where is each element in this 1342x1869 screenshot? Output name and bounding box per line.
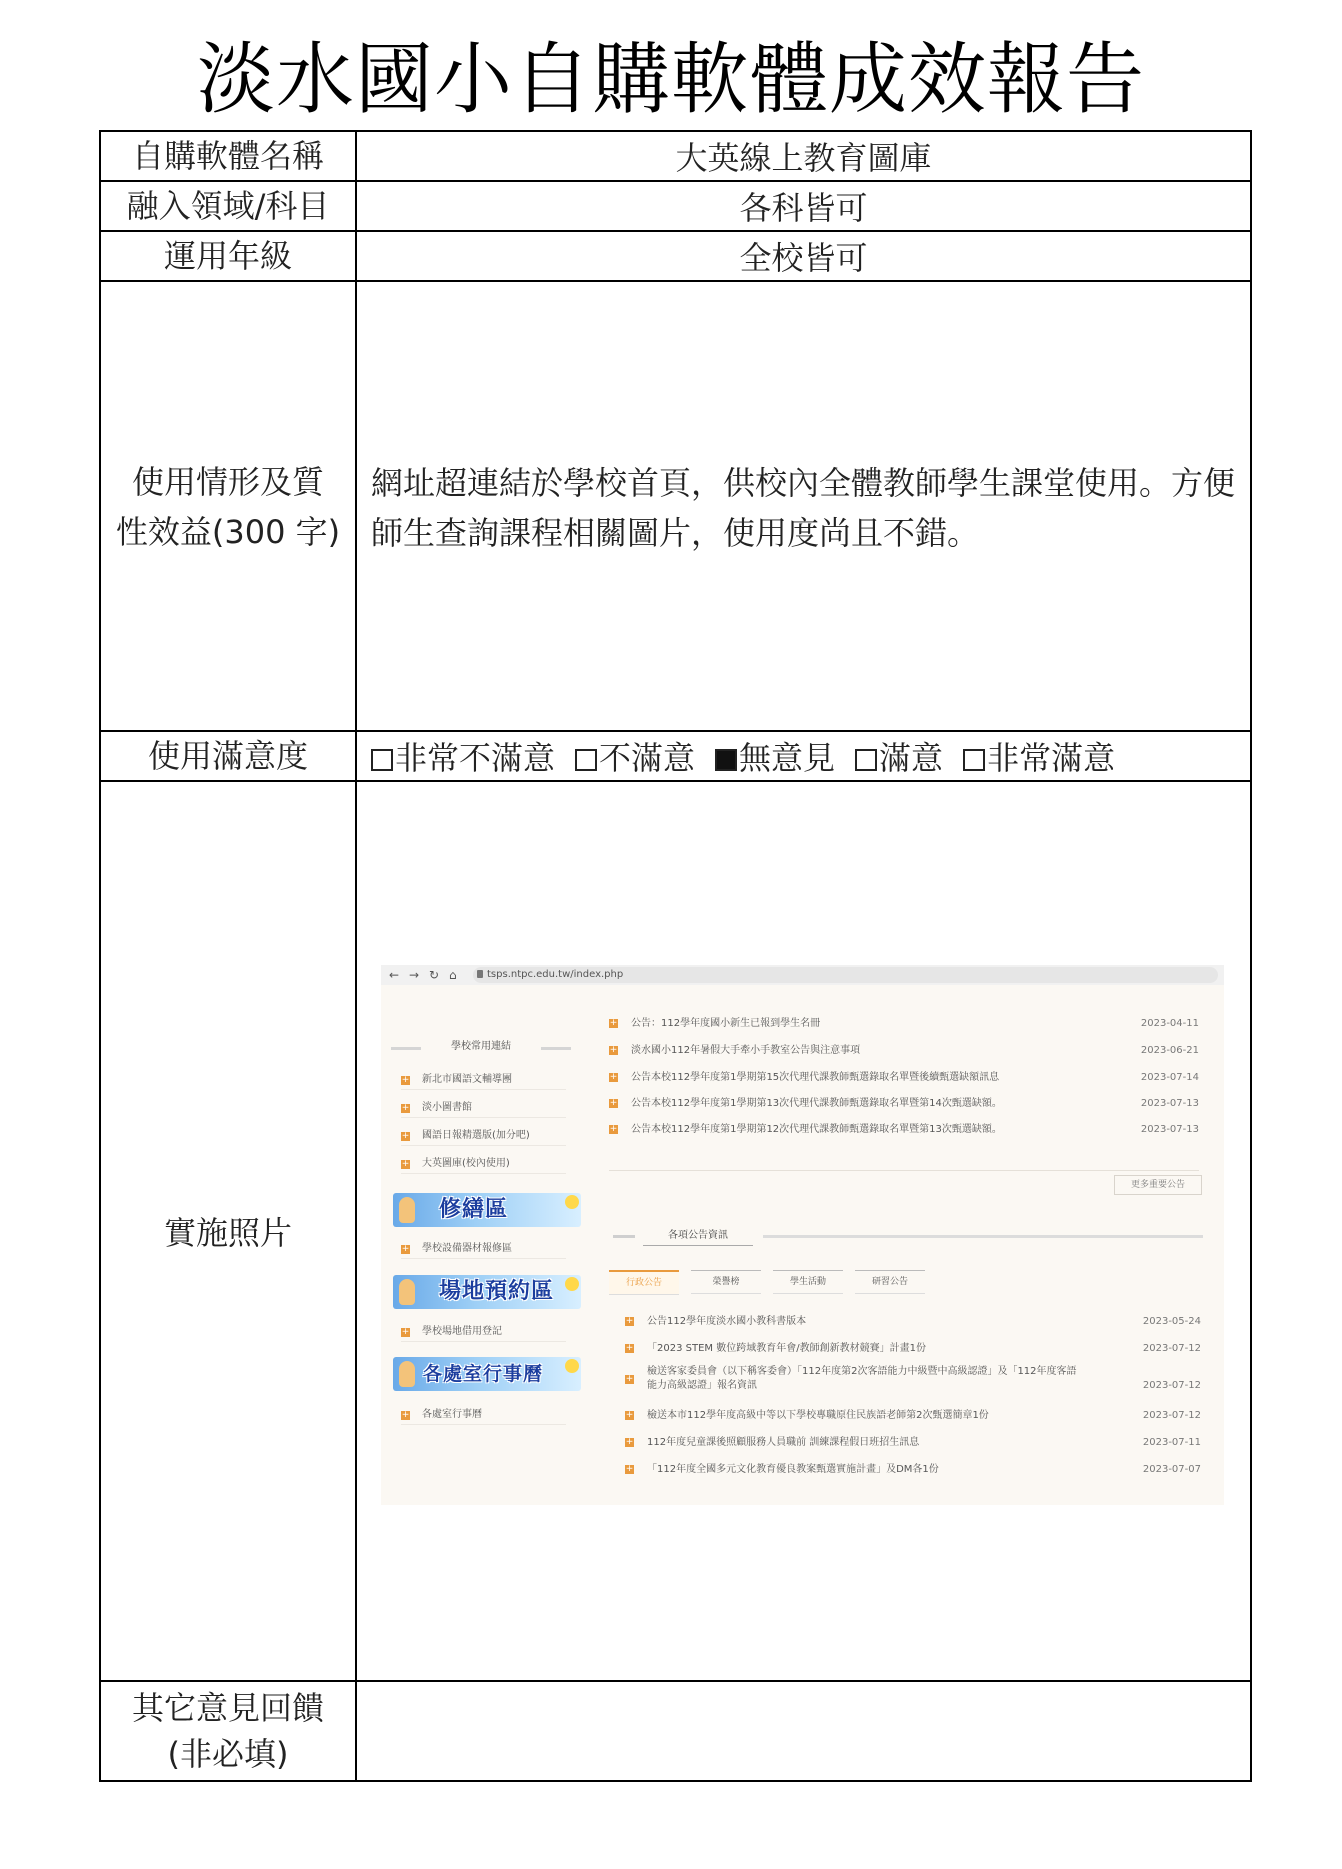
announcement-date: 2023-07-11 <box>1142 1437 1201 1448</box>
admin-announcement[interactable] <box>625 1340 1201 1358</box>
tab-honor[interactable]: 榮譽榜 <box>691 1270 761 1294</box>
plus-icon: + <box>625 1374 634 1384</box>
announcement-title: 公告112學年度淡水國小教科書版本 <box>647 1316 807 1327</box>
domain-label: 融入領域/科目 <box>100 181 356 231</box>
usage-label <box>100 281 356 731</box>
satisfaction-option-label: 不滿意 <box>599 739 696 777</box>
admin-announcement[interactable] <box>625 1434 1201 1452</box>
plus-icon: + <box>609 1098 618 1108</box>
tab-training[interactable]: 研習公告 <box>855 1270 925 1294</box>
admin-announcement[interactable] <box>625 1407 1201 1425</box>
important-announcement[interactable] <box>609 1069 1199 1087</box>
address-bar[interactable] <box>473 967 1218 983</box>
website-screenshot <box>381 965 1224 1505</box>
announcement-title: 公告：112學年度國小新生已報到學生名冊 <box>631 1018 821 1029</box>
checkbox-icon[interactable] <box>963 749 985 771</box>
left-sidebar <box>381 985 581 1505</box>
important-announcement[interactable] <box>609 1121 1199 1139</box>
venue-banner[interactable] <box>393 1275 581 1309</box>
row-feedback <box>100 1681 1251 1781</box>
software-name-label: 自購軟體名稱 <box>100 131 356 181</box>
document-title: 淡水國小自購軟體成效報告 <box>196 35 1145 125</box>
sun-icon <box>565 1277 579 1291</box>
left-link[interactable] <box>401 1127 566 1146</box>
announcement-title: 檢送客家委員會（以下稱客委會）「112年度第2次客語能力中級暨中高級認證」及「112年度客語能力高級認證」報名資訊 <box>647 1366 1077 1391</box>
feedback-label-line1: 其它意見回饋 <box>131 1689 324 1727</box>
announcement-title: 檢送本市112學年度高級中等以下學校專職原住民族語老師第2次甄選簡章1份 <box>647 1410 989 1421</box>
browser-toolbar <box>381 965 1224 985</box>
divider <box>609 1170 1199 1171</box>
left-link[interactable] <box>401 1071 566 1090</box>
left-link-label: 新北市國語文輔導團 <box>422 1074 512 1085</box>
feedback-label <box>100 1681 356 1781</box>
announcement-title: 公告本校112學年度第1學期第15次代理代課教師甄選錄取名單暨後續甄選缺額訊息 <box>631 1072 1000 1083</box>
usage-value: 網址超連結於學校首頁，供校內全體教師學生課堂使用。方便師生查詢課程相關圖片，使用度尚且不錯。 <box>371 464 1236 552</box>
announcement-title: 112年度兒童課後照顧服務人員職前 訓練課程假日班招生訊息 <box>647 1437 920 1448</box>
satisfaction-option[interactable] <box>963 739 1115 777</box>
url-text: tsps.ntpc.edu.tw/index.php <box>487 969 624 980</box>
left-link[interactable] <box>401 1099 566 1118</box>
repair-link-label: 學校設備器材報修區 <box>422 1243 512 1254</box>
plus-icon: + <box>401 1131 410 1141</box>
satisfaction-option[interactable] <box>855 739 943 777</box>
plus-icon: + <box>401 1103 410 1113</box>
plus-icon: + <box>625 1410 634 1420</box>
left-link-label: 大英圖庫(校內使用) <box>422 1158 510 1169</box>
feedback-label-line2: (非必填) <box>167 1735 289 1773</box>
satisfaction-option[interactable] <box>575 739 695 777</box>
row-photo <box>100 781 1251 1681</box>
reload-icon[interactable]: ↻ <box>429 968 440 982</box>
satisfaction-option-label: 滿意 <box>879 739 944 777</box>
common-links-heading: 學校常用連結 <box>391 1037 571 1057</box>
row-software-name <box>100 131 1251 181</box>
announcement-date: 2023-07-12 <box>1142 1343 1201 1354</box>
photo-label-cell <box>100 781 356 1681</box>
plus-icon: + <box>625 1343 634 1353</box>
venue-link[interactable] <box>401 1323 566 1342</box>
kid-illustration <box>399 1361 415 1387</box>
announcement-date: 2023-07-13 <box>1140 1124 1199 1135</box>
satisfaction-option-label: 非常不滿意 <box>395 739 556 777</box>
left-link-label: 國語日報精選版(加分吧) <box>422 1130 530 1141</box>
tab-admin[interactable]: 行政公告 <box>609 1270 679 1295</box>
announcement-date: 2023-07-07 <box>1142 1464 1201 1475</box>
satisfaction-option-label: 非常滿意 <box>987 739 1116 777</box>
satisfaction-option[interactable] <box>371 739 555 777</box>
admin-announcement[interactable] <box>625 1363 1201 1399</box>
photo-cell <box>356 781 1251 1681</box>
forward-icon[interactable]: → <box>409 968 420 982</box>
satisfaction-label: 使用滿意度 <box>100 731 356 781</box>
admin-announcement[interactable] <box>625 1461 1201 1479</box>
home-icon[interactable]: ⌂ <box>449 968 457 982</box>
more-announcements-button[interactable]: 更多重要公告 <box>1114 1175 1202 1195</box>
plus-icon: + <box>609 1124 618 1134</box>
important-announcement[interactable] <box>609 1015 1199 1033</box>
usage-value-cell <box>356 281 1251 731</box>
announcement-title: 公告本校112學年度第1學期第12次代理代課教師甄選錄取名單暨第13次甄選缺額。 <box>631 1124 1002 1135</box>
announcement-date: 2023-05-24 <box>1142 1316 1201 1327</box>
calendar-link[interactable] <box>401 1406 566 1425</box>
software-name-value: 大英線上教育圖庫 <box>356 131 1251 181</box>
heading-bar <box>763 1235 1203 1238</box>
announcement-info-title: 各項公告資訊 <box>643 1227 753 1246</box>
kid-illustration <box>399 1279 415 1305</box>
lock-icon <box>477 970 483 978</box>
venue-link-label: 學校場地借用登記 <box>422 1326 502 1337</box>
sun-icon <box>565 1359 579 1373</box>
announcement-date: 2023-07-13 <box>1140 1098 1199 1109</box>
feedback-value[interactable] <box>356 1681 1251 1781</box>
announcement-title: 「112年度全國多元文化教育優良教案甄選實施計畫」及DM各1份 <box>647 1464 939 1475</box>
plus-icon: + <box>625 1464 634 1474</box>
domain-value: 各科皆可 <box>356 181 1251 231</box>
announcement-date: 2023-04-11 <box>1140 1018 1199 1029</box>
plus-icon: + <box>401 1244 410 1254</box>
plus-icon: + <box>401 1410 410 1420</box>
checkbox-icon[interactable] <box>855 749 877 771</box>
plus-icon: + <box>625 1316 634 1326</box>
important-announcement[interactable] <box>609 1042 1199 1060</box>
plus-icon: + <box>609 1018 618 1028</box>
checkbox-icon[interactable] <box>575 749 597 771</box>
calendar-banner[interactable] <box>393 1357 581 1391</box>
announcement-date: 2023-07-12 <box>1142 1380 1201 1391</box>
plus-icon: + <box>401 1159 410 1169</box>
left-link-label: 淡小圖書館 <box>422 1102 472 1113</box>
checked-box-icon[interactable] <box>715 749 737 771</box>
plus-icon: + <box>401 1075 410 1085</box>
left-link[interactable] <box>401 1155 566 1174</box>
grade-label: 運用年級 <box>100 231 356 281</box>
row-domain <box>100 181 1251 231</box>
checkbox-icon[interactable] <box>371 749 393 771</box>
announcement-date: 2023-07-14 <box>1140 1072 1199 1083</box>
announcement-title: 「2023 STEM 數位跨域教育年會/教師創新教材競賽」計畫1份 <box>647 1343 926 1354</box>
back-icon[interactable]: ← <box>389 968 400 982</box>
plus-icon: + <box>401 1327 410 1337</box>
tab-student-activities[interactable]: 學生活動 <box>773 1270 843 1294</box>
announcement-date: 2023-07-12 <box>1142 1410 1201 1421</box>
report-table <box>99 130 1252 1782</box>
heading-bar <box>613 1235 635 1238</box>
calendar-link-label: 各處室行事曆 <box>422 1409 482 1420</box>
sun-icon <box>565 1195 579 1209</box>
important-announcement[interactable] <box>609 1095 1199 1113</box>
announcement-title: 公告本校112學年度第1學期第13次代理代課教師甄選錄取名單暨第14次甄選缺額。 <box>631 1098 1002 1109</box>
announcement-title: 淡水國小112年暑假大手牽小手教室公告與注意事項 <box>631 1045 861 1056</box>
plus-icon: + <box>609 1045 618 1055</box>
plus-icon: + <box>609 1072 618 1082</box>
usage-label-line1: 使用情形及質 <box>131 463 324 501</box>
announcement-date: 2023-06-21 <box>1140 1045 1199 1056</box>
photo-label: 實施照片 <box>163 1214 292 1252</box>
repair-banner[interactable] <box>393 1193 581 1227</box>
repair-link[interactable] <box>401 1240 566 1259</box>
repair-banner-text: 修繕區 <box>439 1197 509 1222</box>
satisfaction-options <box>356 731 1251 781</box>
venue-banner-text: 場地預約區 <box>439 1279 555 1304</box>
usage-label-line2: 性效益(300 字) <box>115 513 341 551</box>
calendar-banner-text: 各處室行事曆 <box>423 1363 544 1385</box>
kid-illustration <box>399 1197 415 1223</box>
row-usage <box>100 281 1251 731</box>
grade-value: 全校皆可 <box>356 231 1251 281</box>
announcement-info-heading <box>613 1227 1203 1245</box>
satisfaction-option[interactable] <box>715 739 835 777</box>
satisfaction-option-label: 無意見 <box>739 739 836 777</box>
row-satisfaction <box>100 731 1251 781</box>
admin-announcement[interactable] <box>625 1313 1201 1331</box>
row-grade <box>100 231 1251 281</box>
plus-icon: + <box>625 1437 634 1447</box>
